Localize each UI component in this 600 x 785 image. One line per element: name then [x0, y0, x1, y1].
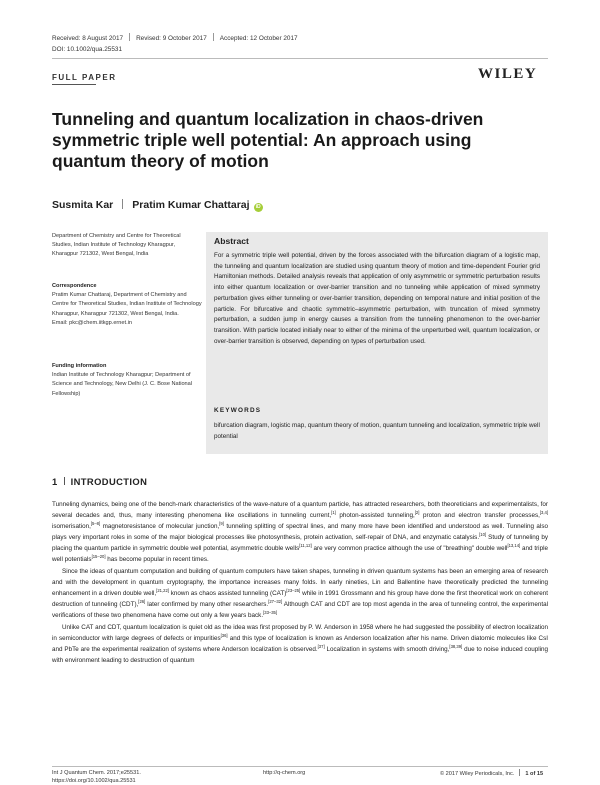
author-list — [52, 199, 263, 212]
divider — [64, 477, 65, 485]
keywords-heading: KEYWORDS — [214, 407, 262, 414]
orcid-icon[interactable]: iD — [255, 204, 261, 210]
body-text-run: Tunneling dynamics, being one of the bench-mark characteristics of the wave-nature of a quantum particle, has attracted researchers, both theoreticians and experimentalists, for several decades and, thus, many interesting phenomena like oscillations in tunneling current, — [52, 501, 548, 519]
paper-title: Tunneling and quantum localization in chaos-driven symmetric triple well potential: An approach using quantum theory of motion — [52, 109, 484, 171]
divider — [122, 199, 123, 209]
footer-doi-link[interactable]: https://doi.org/10.1002/qua.25531 — [52, 778, 136, 784]
citation-reference[interactable]: [26] — [138, 598, 146, 604]
body-text-run: Localization in systems with smooth driving, — [324, 646, 450, 653]
correspondence-heading: Correspondence — [52, 283, 97, 289]
body-paragraph — [52, 566, 548, 621]
body-text-run: Unlike CAT and CDT, quantum localization is quiet old as the idea was first proposed by P. W. Anderson in 1958 where he had suggested the possibility of electron localization in semiconductor with large degrees of defects or impurities — [52, 624, 548, 642]
correspondence-text: Pratim Kumar Chattaraj, Department of Chemistry and Centre for Theoretical Studies, Indian Institute of Technology Kharagpur, Kharagpur 721302, West Bengal, India. — [52, 292, 202, 317]
citation-reference[interactable]: [3,4] — [539, 509, 549, 515]
section-heading — [52, 476, 147, 487]
funding-heading: Funding information — [52, 363, 107, 369]
footer-citation — [52, 769, 141, 785]
footer-rule — [52, 766, 548, 767]
body-text-run: Although CAT and CDT are top most agenda in the area of tunneling control, the experimental verifications of these two phenomena have come out only a few years back. — [52, 601, 548, 619]
body-paragraph — [52, 499, 548, 565]
body-paragraph — [52, 622, 548, 666]
citation-reference[interactable]: [33–35] — [263, 609, 278, 615]
page-number: 1 of 15 — [525, 771, 544, 777]
received-date: Received: 8 August 2017 — [52, 35, 124, 42]
body-text — [52, 499, 548, 667]
article-type-underline — [52, 84, 96, 85]
citation-reference[interactable]: [11,12] — [299, 542, 312, 548]
funding-text: Indian Institute of Technology Kharagpur; Department of Science and Technology, New Delhi (J. C. Bose National Fellowship) — [52, 372, 193, 397]
body-text-run: and triple well potentials — [52, 545, 548, 563]
citation-reference[interactable]: [36] — [220, 632, 228, 638]
body-text-run: has become popular in recent times. — [105, 556, 209, 563]
citation-reference[interactable]: [37] — [317, 643, 325, 649]
body-text-run: are very common practice although the use of "breathing" double well — [311, 545, 508, 552]
citation-reference[interactable]: [21,22] — [156, 587, 169, 593]
publication-history — [52, 33, 298, 42]
body-text-run: known as chaos assisted tunneling (CAT) — [168, 590, 287, 597]
body-text-run: Since the ideas of quantum computation and building of quantum computers have taken shapes, tunneling in driven quantum systems has been an emerging area of research and with the development in quantum cryptography, the importance increases many folds. In early nineties, Lin and Ballentine have theoretically predicted the tunneling enhancement in a driven double well, — [52, 568, 548, 597]
body-text-run: magnetoresistance of molecular junction, — [100, 523, 220, 530]
divider — [129, 33, 130, 41]
citation-reference[interactable]: [9] — [219, 520, 224, 526]
copyright: © 2017 Wiley Periodicals, Inc. — [440, 771, 515, 777]
citation-reference[interactable]: [1] — [331, 509, 336, 515]
body-text-run: while in 1991 Grossmann and his group have done the first theoretical work on coherent destruction of tunneling (CDT), — [52, 590, 548, 608]
citation-reference[interactable]: [10] — [479, 531, 487, 537]
accepted-date: Accepted: 12 October 2017 — [219, 35, 298, 42]
abstract-text: For a symmetric triple well potential, driven by the forces associated with the bifurcation diagram of a logistic map, the tunneling and quantum localization are studied using quantum theory of motion and time-dependent Fourier grid Hamiltonian methods. Detailed analysis reveals that application of only asymmetric or symmetric perturbation results into either quantum localization or over-barrier transition and no tunneling while application of mixed symmetry perturbation gives either tunneling or over-barrier transition, depending on temporal nature and initial position of the particle. For bifurcative and chaotic symmetric–asymmetric perturbation, with truncation of mixed symmetry perturbation, a sudden jump in energy causes a transition from the tunneling phenomenon to the over-barrier transition. With particle located initially near to either of the minima of the unperturbed well, quantum localization, or over-barrier transition is observed, depending on types of perturbation used. — [214, 252, 540, 345]
citation-reference[interactable]: [5–8] — [90, 520, 101, 526]
publisher-logo: WILEY — [478, 66, 538, 82]
section-title: INTRODUCTION — [70, 476, 148, 487]
author-name[interactable]: Pratim Kumar Chattaraj — [132, 199, 250, 211]
keywords-text: bifurcation diagram, logistic map, quantum theory of motion, quantum tunneling and localization, symmetric triple well potential — [214, 422, 540, 440]
body-text-run: proton and electron transfer processes, — [419, 512, 540, 519]
header-rule — [52, 58, 548, 59]
abstract-heading: Abstract — [214, 236, 249, 246]
citation-reference[interactable]: [13,14] — [507, 542, 521, 548]
section-number: 1 — [52, 476, 58, 487]
citation-reference[interactable]: [38,39] — [449, 643, 463, 649]
citation-reference[interactable]: [2] — [414, 509, 420, 515]
correspondence-block — [52, 282, 202, 328]
divider — [519, 769, 520, 776]
body-text-run: Study of tunneling by placing the quantum particle in symmetric double well potential, asymmetric double wells — [52, 534, 548, 552]
body-text-run: isomerisation, — [52, 523, 91, 530]
divider — [213, 33, 214, 41]
body-text-run: photon-assisted tunneling, — [335, 512, 415, 519]
citation-reference[interactable]: [23–25] — [286, 587, 301, 593]
footer-right — [440, 769, 543, 778]
article-type: FULL PAPER — [52, 73, 117, 82]
body-text-run: due to noise induced coupling with environment leading to destruction of quantum — [52, 646, 549, 664]
correspondence-email[interactable]: Email: pkc@chem.iitkgp.ernet.in — [52, 319, 132, 326]
body-text-run: and this type of localization is known as Anderson localization after his name. Driven diatomic molecules like CsI and PbTe are the experimental realization of systems where Anderson localization is observed. — [52, 635, 548, 653]
journal-citation: Int J Quantum Chem. 2017;e25531. — [52, 770, 141, 776]
citation-reference[interactable]: [27–32] — [268, 598, 283, 604]
affiliation: Department of Chemistry and Centre for Theoretical Studies, Indian Institute of Technology Kharagpur, Kharagpur 721302, West Bengal, India — [52, 233, 181, 258]
author-name[interactable]: Susmita Kar — [52, 199, 114, 211]
website-link[interactable]: http://q-chem.org — [263, 770, 306, 776]
revised-date: Revised: 9 October 2017 — [136, 35, 207, 42]
body-text-run: tunneling splitting of spectral lines, and many more have been identified and understood as well. Tunneling also plays very important roles in some of the major biological processes like photosynthesis, protein activation, self-repair of DNA, and enzymatic catalysis. — [52, 523, 548, 541]
funding-block — [52, 362, 202, 399]
body-text-run: later confirmed by many other researchers. — [145, 601, 269, 608]
citation-reference[interactable]: [15–20] — [91, 553, 106, 559]
doi[interactable]: DOI: 10.1002/qua.25531 — [52, 46, 122, 53]
